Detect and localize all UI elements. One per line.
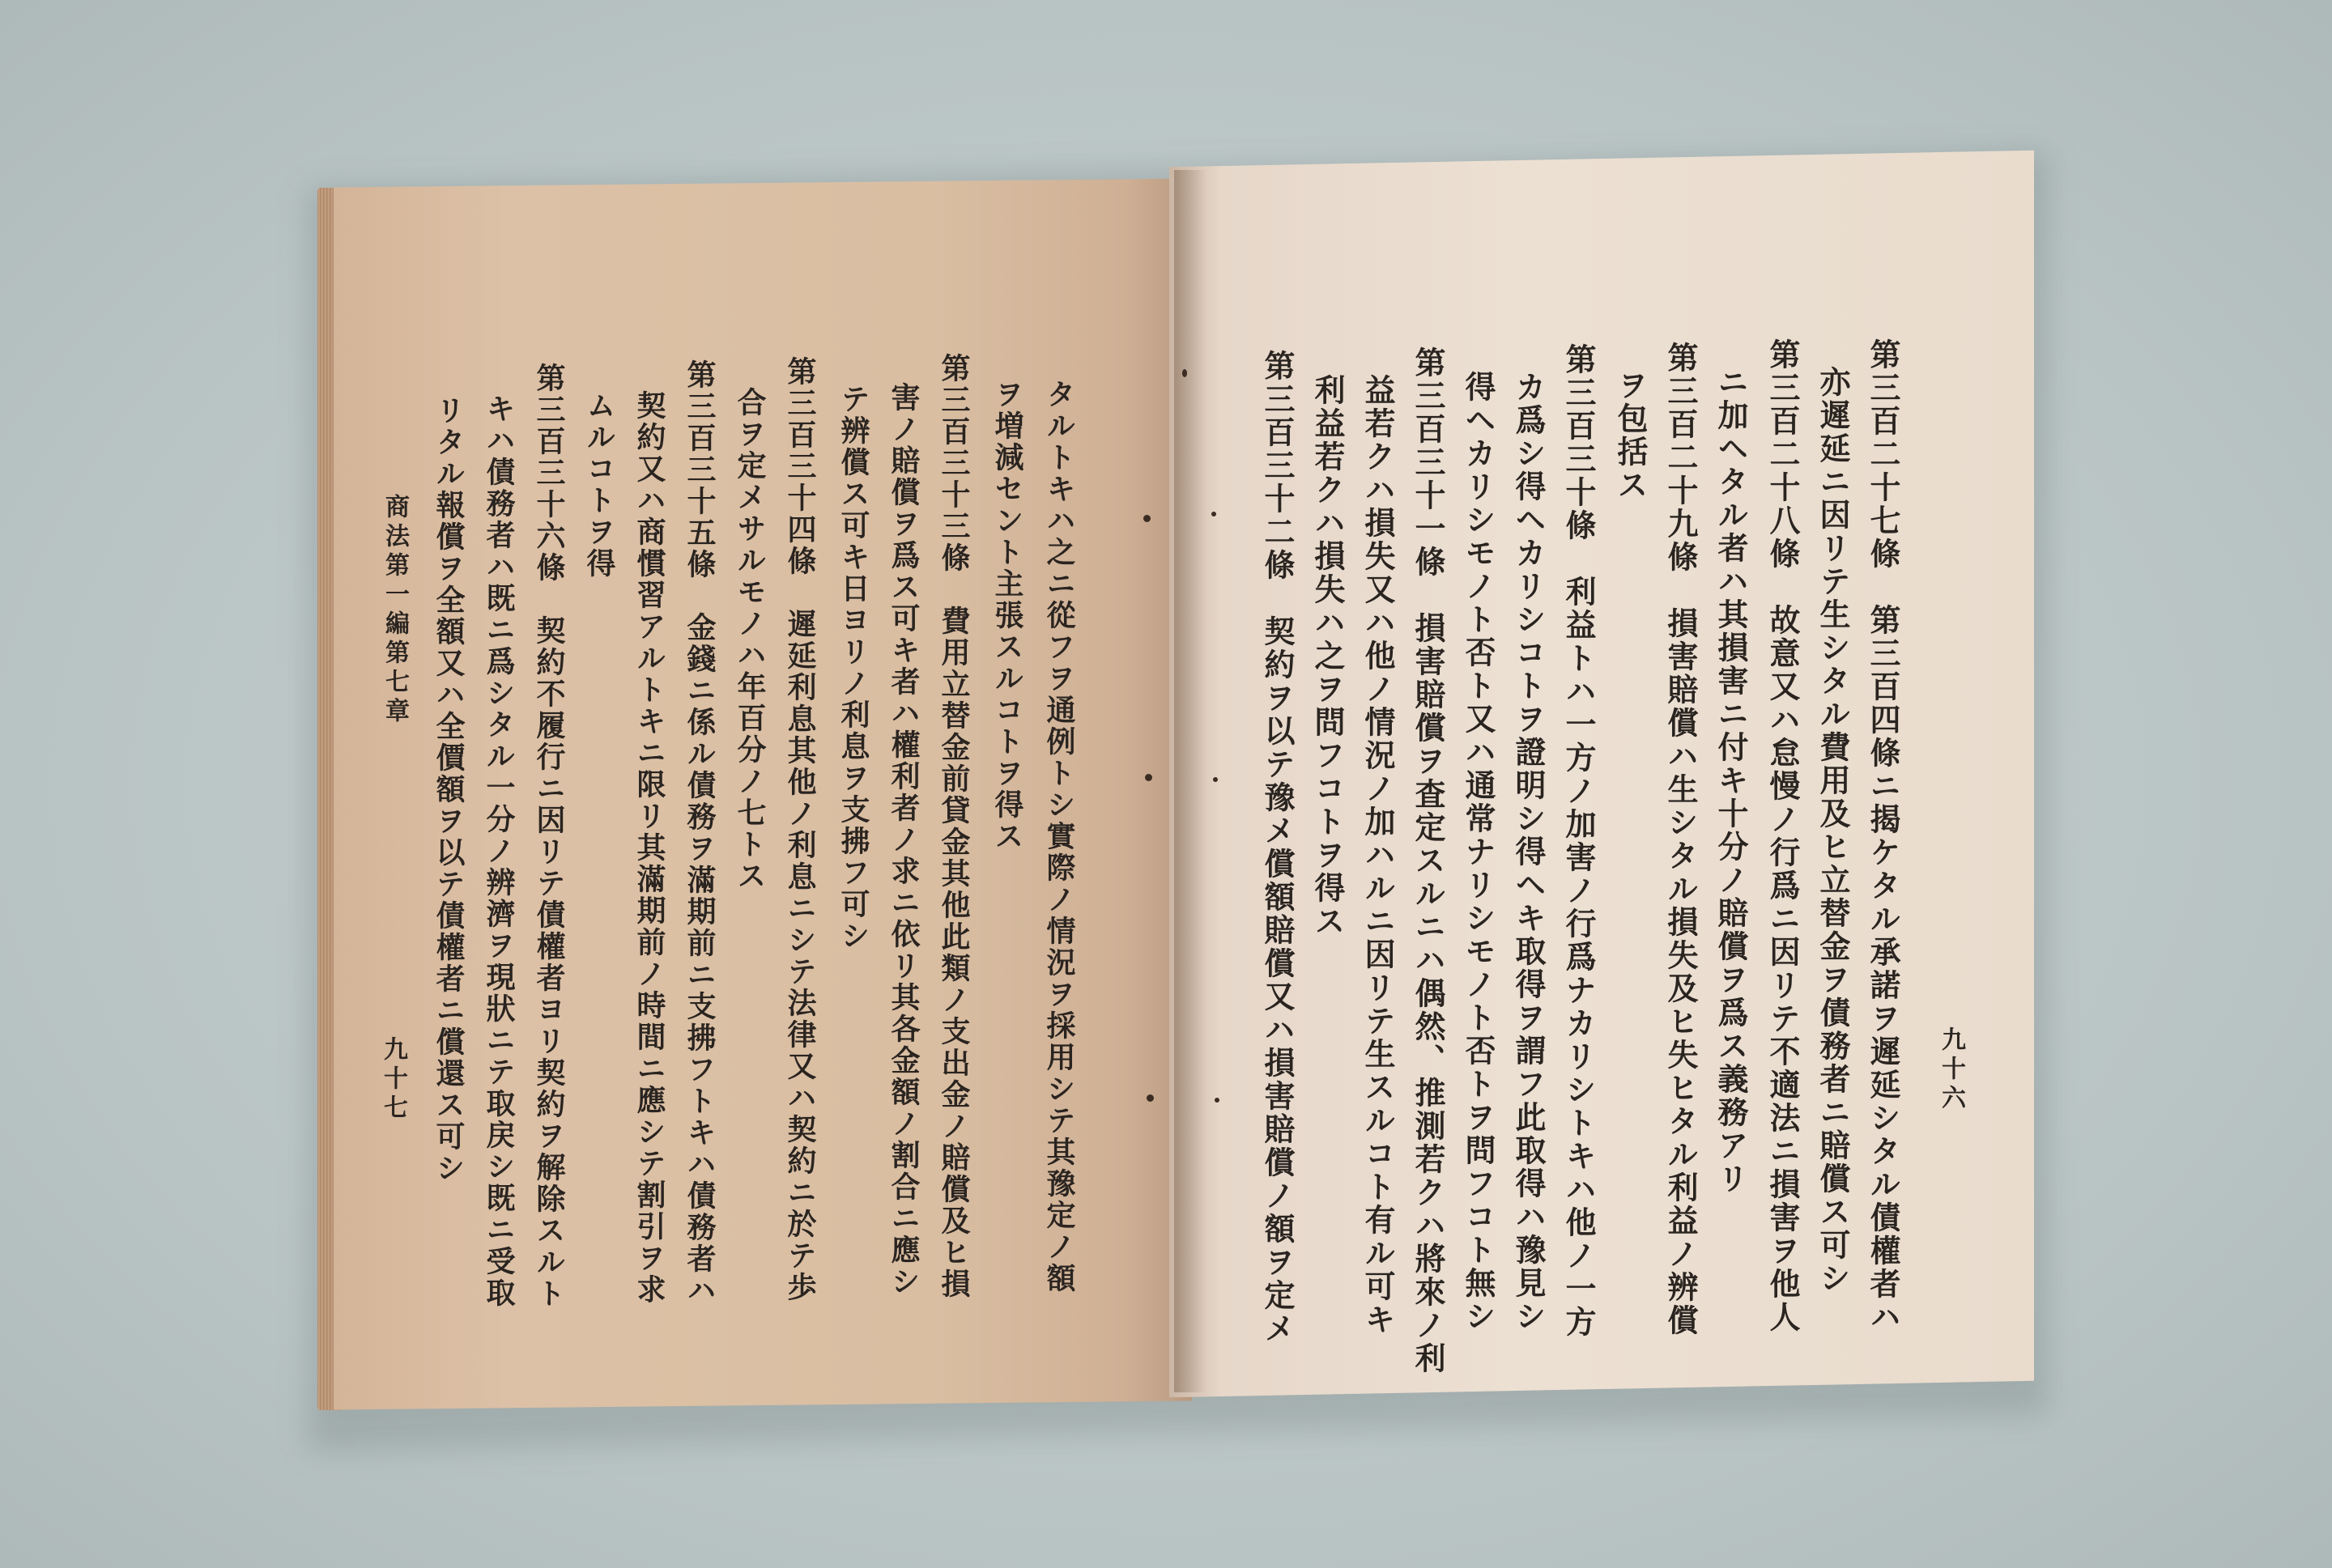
binding-hole (1213, 777, 1218, 782)
running-header: 商法第一編第七章 (381, 494, 409, 727)
right-line-7: 第三百三十條 利益トハ一方ノ加害ノ行爲ナカリシトキハ他ノ一方 (1560, 343, 1597, 1339)
left-line-7: 合ヲ定メサルモノハ年百分ノ七トス (733, 387, 767, 892)
left-line-8: 第三百三十五條 金錢ニ係ル債務ヲ滿期前ニ支拂フトキハ債務者ハ (683, 359, 717, 1307)
right-line-2: 亦遲延ニ因リテ生シタル費用及ヒ立替金ヲ債務者ニ賠償ス可シ (1815, 366, 1851, 1295)
right-line-11: 益若クハ損失又ハ他ノ情況ノ加ハルニ因リテ生スルコト有ル可キ (1360, 374, 1396, 1336)
binding-hole (1215, 1098, 1219, 1103)
right-line-3: 第三百二十八條 故意又ハ怠慢ノ行爲ニ因リテ不適法ニ損害ヲ他人 (1764, 338, 1801, 1334)
left-line-4: 害ノ賠償ヲ爲ス可キ者ハ權利者ノ求ニ依リ其各金額ノ割合ニ應シ (887, 382, 921, 1298)
right-line-1: 第三百二十七條 第三百四條ニ揭ケタル承諾ヲ遲延シタル債權者ハ (1865, 338, 1901, 1334)
page-number-left: 九十七 (379, 1036, 407, 1124)
right-line-12: 利益若クハ損失ハ之ヲ問フコトヲ得ス (1309, 374, 1346, 938)
left-line-5: テ辨償ス可キ日ヨリノ利息ヲ支拂フ可シ (836, 384, 870, 952)
page-number-right: 九十六 (1937, 1026, 1965, 1114)
left-line-2: ヲ増減セント主張スルコトヲ得ス (990, 379, 1024, 852)
binding-hole (1145, 774, 1152, 781)
binding-hole (1143, 515, 1151, 522)
left-line-3: 第三百三十三條 費用立替金前貸金其他此類ノ支出金ノ賠償及ヒ損 (937, 353, 971, 1300)
left-line-11: 第三百三十六條 契約不履行ニ因リテ債權者ヨリ契約ヲ解除スルト (532, 363, 566, 1310)
left-line-1: タルトキハ之ニ從フヲ通例トシ實際ノ情況ヲ採用シテ其豫定ノ額 (1042, 379, 1076, 1294)
right-line-13: 第三百三十二條 契約ヲ以テ豫メ償額賠償又ハ損害賠償ノ額ヲ定メ (1259, 350, 1296, 1345)
right-line-10: 第三百三十一條 損害賠償ヲ査定スルニハ偶然、推測若クハ將來ノ利 (1410, 346, 1446, 1375)
binding-hole (1147, 1094, 1154, 1102)
binding-hole (1211, 512, 1216, 516)
right-line-8: カ爲シ得ヘカリシコトヲ證明シ得ヘキ取得ヲ謂フ此取得ハ豫見シ (1510, 371, 1547, 1333)
left-line-12: キハ債務者ハ既ニ爲シタル一分ノ辨濟ヲ現狀ニテ取戻シ既ニ受取 (482, 393, 516, 1309)
right-line-6: ヲ包括ス (1612, 369, 1649, 502)
left-line-9: 契約又ハ商慣習アルトキニ限リ其滿期前ノ時間ニ應シテ割引ヲ求 (632, 390, 666, 1306)
right-page (1169, 151, 2034, 1398)
left-line-6: 第三百三十四條 遲延利息其他ノ利息ニシテ法律又ハ契約ニ於テ歩 (783, 356, 817, 1303)
book-gutter (1174, 170, 1206, 1392)
right-line-9: 得ヘカリシモノト否ト又ハ通常ナリシモノト否トヲ問フコト無シ (1460, 371, 1496, 1333)
right-line-4: ニ加ヘタル者ハ其損害ニ付キ十分ノ賠償ヲ爲ス義務アリ (1713, 366, 1749, 1196)
right-line-5: 第三百二十九條 損害賠償ハ生シタル損失及ヒ失ヒタル利益ノ辨償 (1662, 342, 1699, 1337)
left-line-13: リタル報償ヲ全額又ハ全價額ヲ以テ債權者ニ償還ス可シ (432, 395, 466, 1184)
binding-hole (1182, 369, 1187, 377)
left-line-10: ムルコトヲ得 (582, 390, 616, 580)
